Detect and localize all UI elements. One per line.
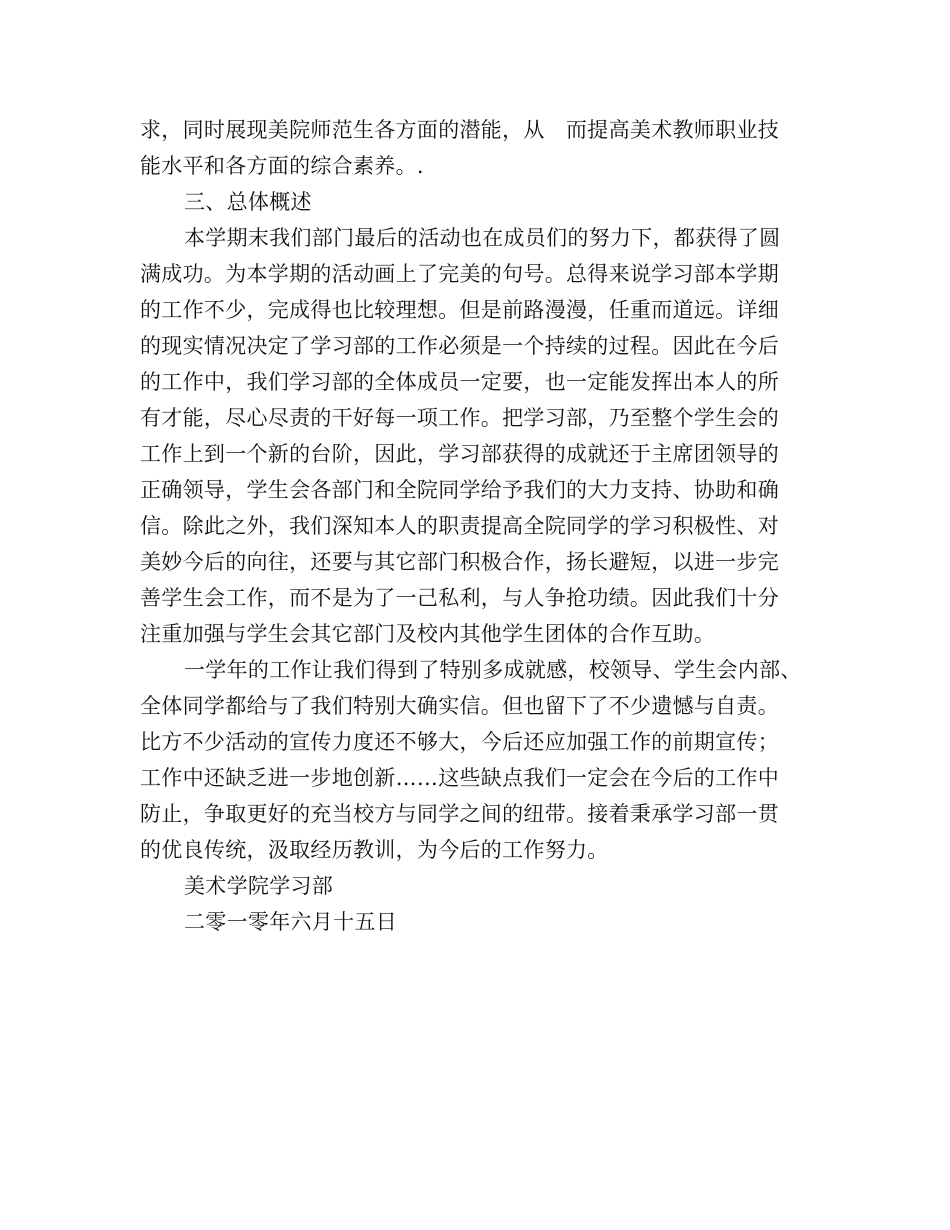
paragraph1-line: 有才能，尽心尽责的干好每一项工作。把学习部，乃至整个学生会的 — [140, 406, 779, 430]
paragraph1-line: 工作上到一个新的台阶，因此，学习部获得的成就还于主席团领导的 — [140, 442, 779, 466]
paragraph2-line: 工作中还缺乏进一步地创新……这些缺点我们一定会在今后的工作中 — [140, 766, 779, 790]
paragraph2-line: 防止，争取更好的充当校方与同学之间的纽带。接着秉承学习部一贯 — [140, 802, 779, 826]
paragraph2-line: 比方不少活动的宣传力度还不够大，今后还应加强工作的前期宣传； — [140, 730, 779, 754]
paragraph2-line: 一学年的工作让我们得到了特别多成就感，校领导、学生会内部、 — [184, 658, 802, 682]
paragraph2-line: 全体同学都给与了我们特别大确实信。但也留下了不少遗憾与自责。 — [140, 694, 779, 718]
paragraph1-line: 善学生会工作，而不是为了一己私利，与人争抢功绩。因此我们十分 — [140, 586, 779, 610]
paragraph1-line: 本学期末我们部门最后的活动也在成员们的努力下，都获得了圆 — [184, 226, 781, 250]
paragraph2-line: 的优良传统，汲取经历教训，为今后的工作努力。 — [140, 838, 609, 862]
signature: 美术学院学习部 — [184, 874, 334, 898]
paragraph1-line: 美妙今后的向往，还要与其它部门积极合作，扬长避短，以进一步完 — [140, 550, 779, 574]
paragraph1-line: 的现实情况决定了学习部的工作必须是一个持续的过程。因此在今后 — [140, 334, 779, 358]
intro-line-1: 求，同时展现美院师范生各方面的潜能，从 而提高美术教师职业技 — [140, 118, 779, 142]
paragraph1-line: 满成功。为本学期的活动画上了完美的句号。总得来说学习部本学期 — [140, 262, 779, 286]
paragraph1-line: 信。除此之外，我们深知本人的职责提高全院同学的学习积极性、对 — [140, 514, 779, 538]
date: 二零一零年六月十五日 — [184, 910, 397, 934]
paragraph1-line: 的工作不少，完成得也比较理想。但是前路漫漫，任重而道远。详细 — [140, 298, 779, 322]
paragraph1-line: 的工作中，我们学习部的全体成员一定要，也一定能发挥出本人的所 — [140, 370, 779, 394]
intro-line-2: 能水平和各方面的综合素养。. — [140, 154, 424, 178]
section-heading: 三、总体概述 — [184, 190, 312, 214]
paragraph1-line: 注重加强与学生会其它部门及校内其他学生团体的合作互助。 — [140, 622, 716, 646]
paragraph1-line: 正确领导，学生会各部门和全院同学给予我们的大力支持、协助和确 — [140, 478, 779, 502]
